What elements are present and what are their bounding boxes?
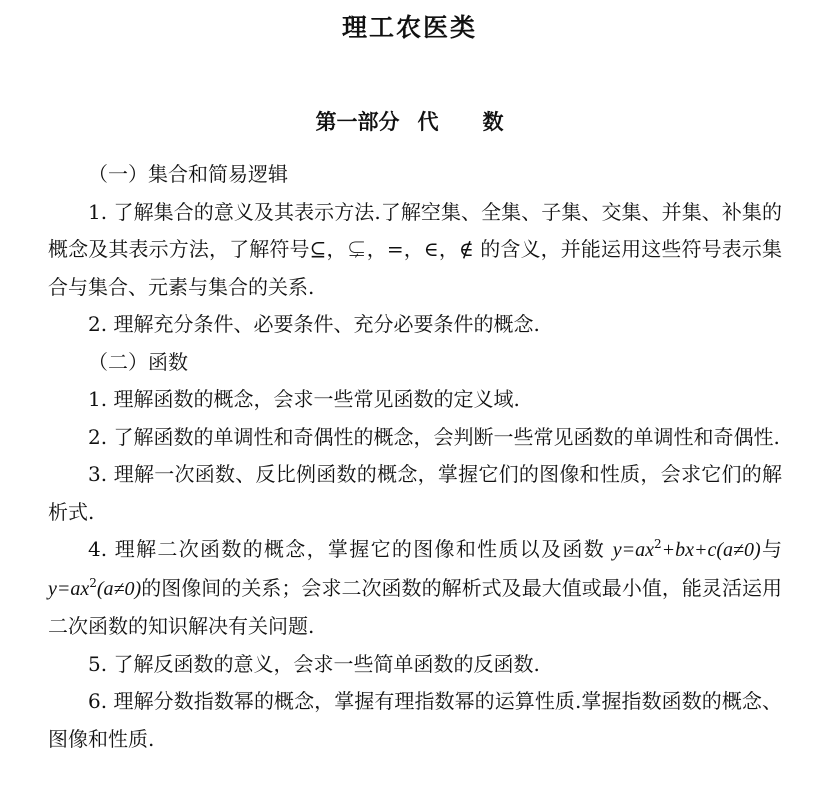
paragraph-functions-4: [48, 531, 782, 646]
part-name-char-2: 数: [482, 110, 504, 134]
text-fragment: 4. 理解二次函数的概念，掌握它的图像和性质以及函数: [88, 537, 613, 561]
math-expression: y=ax: [612, 539, 654, 561]
text-fragment: 的图像间的关系；会求二次函数的解析式及最大值或最小值，能灵活运用二次函数的知识解决有关问题.: [48, 575, 782, 638]
part-name-char-1: 代: [417, 110, 439, 134]
math-expression: y=ax: [48, 577, 90, 600]
document-body: [48, 156, 782, 758]
exponent: 2: [654, 537, 662, 551]
paragraph-functions-1: 1. 理解函数的概念，会求一些常见函数的定义域.: [88, 387, 520, 411]
part-label: 第一部分: [315, 110, 400, 134]
paragraph-sets-1: 1. 了解集合的意义及其表示方法.了解空集、全集、子集、交集、并集、补集的概念及其表示方法，了解符号⊆，⊊，=，∈，∉ 的含义，并能运用这些符号表示集合与集合、元素与集合的关系.: [48, 199, 782, 299]
section-heading-functions: （二）函数: [88, 349, 188, 374]
paragraph-functions-5: 5. 了解反函数的意义，会求一些简单函数的反函数.: [88, 651, 540, 676]
math-expression: +bx+c(a≠0): [661, 539, 761, 561]
section-heading-sets-logic: （一）集合和简易逻辑: [88, 162, 288, 186]
paragraph-functions-2: 2. 了解函数的单调性和奇偶性的概念，会判断一些常见函数的单调性和奇偶性.: [88, 424, 780, 449]
math-expression: (a≠0): [96, 577, 142, 600]
exponent: 2: [89, 575, 97, 590]
text-fragment: 与: [760, 537, 783, 561]
document-title: 理工农医类: [341, 13, 477, 42]
part-heading: [0, 106, 819, 136]
paragraph-sets-2: 2. 理解充分条件、必要条件、充分必要条件的概念.: [88, 312, 540, 336]
paragraph-functions-6: 6. 理解分数指数幂的概念，掌握有理指数幂的运算性质.掌握指数函数的概念、图像和性质.: [48, 689, 782, 751]
paragraph-functions-3: 3. 理解一次函数、反比例函数的概念，掌握它们的图像和性质，会求它们的解析式.: [48, 462, 782, 524]
